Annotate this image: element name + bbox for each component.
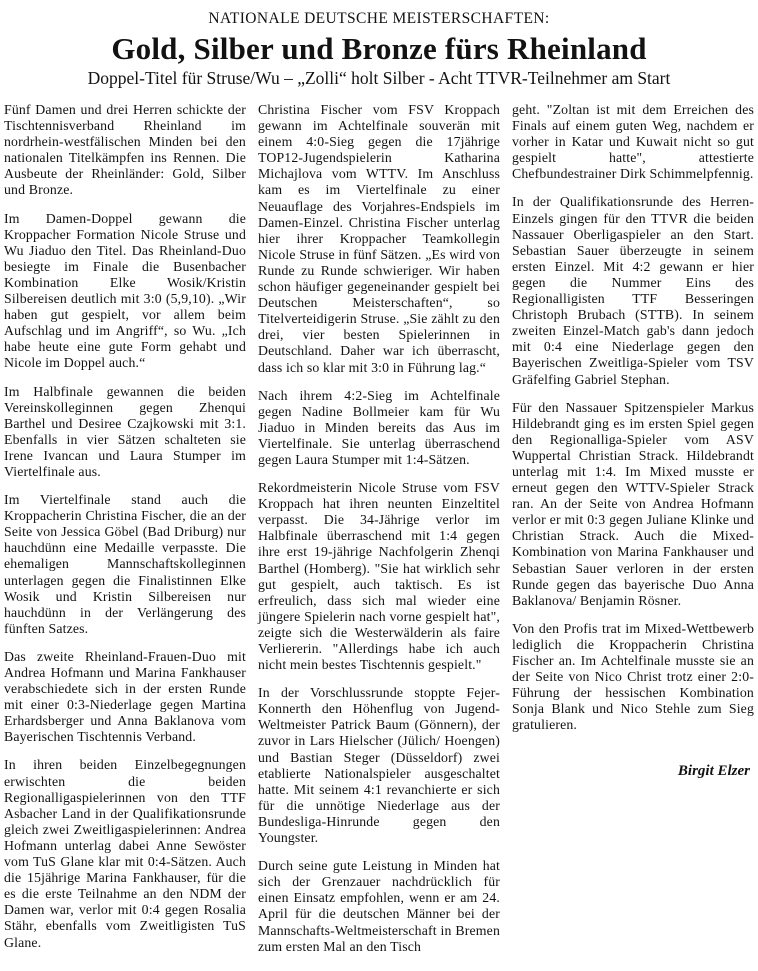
article-header: [4, 10, 754, 89]
paragraph: Im Viertelfinale stand auch die Kroppacherin Christina Fischer, die an der Seite von Jessica Göbel (Bad Driburg) nur hauchdünn eine Medaille verpasste. Die ehemaligen Mannschaftskolleginnen unterlagen gegen die Finalistinnen Elke Wosik und Kristin Silbereisen nur hauchdünn in der Verlängerung des fünften Satzes.: [4, 492, 246, 636]
paragraph: Durch seine gute Leistung in Minden hat sich der Grenzauer nachdrücklich für einen Einsatz empfohlen, wenn er am 24. April für die deutschen Männer bei der Mannschafts-Weltmeisterschaft in Bremen zum ersten Mal an den Tisch: [258, 858, 500, 954]
paragraph: In der Vorschlussrunde stoppte Fejer-Konnerth den Höhenflug von Jugend-Weltmeister Patrick Baum (Gönnern), der zuvor in Lars Hielscher (Jülich/ Hoengen) und Bastian Steger (Düsseldorf) zwei etablierte Nationalspieler ausgeschaltet hatte. Mit seinem 4:1 revanchierte er sich für die unnötige Niederlage aus der Bundesliga-Hinrunde gegen den Youngster.: [258, 685, 500, 846]
paragraph: Fünf Damen und drei Herren schickte der Tischtennisverband Rheinland im nordrhein-westfälischen Minden bei den nationalen Titelkämpfen ins Rennen. Die Ausbeute der Rheinländer: Gold, Silber und Bronze.: [4, 102, 246, 198]
article-subtitle: Doppel-Titel für Struse/Wu – „Zolli“ holt Silber - Acht TTVR-Teilnehmer am Start: [87, 68, 671, 88]
paragraph: geht. "Zoltan ist mit dem Erreichen des Finals auf einem guten Weg, nachdem er vorher in Katar und Kuwait nicht so gut gespielt hatte", attestierte Chefbundestrainer Dirk Schimmelpfennig.: [512, 102, 754, 182]
paragraph: In der Qualifikationsrunde des Herren-Einzels gingen für den TTVR die beiden Nassauer Oberligaspieler an den Start. Sebastian Sauer überzeugte in seinem ersten Einzel. Mit 4:2 gewann er hier gegen die Nummer Eins des Regionalligisten TTF Besseringen Christoph Brubach (STTB). In seinem zweiten Einzel-Match gab's dann jedoch mit 0:4 eine Niederlage gegen den Bayerischen Zweitliga-Spieler vom TSV Gräfelfing Gabriel Stephan.: [512, 194, 754, 387]
paragraph: Christina Fischer vom FSV Kroppach gewann im Achtelfinale souverän mit einem 4:0-Sieg gegen die 17jährige TOP12-Jugendspielerin Katharina Michajlova vom WTTV. Im Anschluss kam es im Viertelfinale zu einer Neuauflage des Vorjahres-Endspiels im Damen-Einzel. Christina Fischer unterlag hier ihrer Kroppacher Teamkollegin Nicole Struse in fünf Sätzen. „Es wird von Runde zu Runde schwieriger. Wir haben schon häufiger gegeneinander gespielt bei Deutschen Meisterschaften“, so Titelverteidigerin Struse. „Sie zählt zu den drei, vier besten Spielerinnen in Deutschland. Daher war ich überrascht, dass ich so klar mit 3:0 in Führung lag.“: [258, 102, 500, 375]
paragraph: Im Damen-Doppel gewann die Kroppacher Formation Nicole Struse und Wu Jiaduo den Titel. Das Rheinland-Duo besiegte im Finale die Busenbacher Kombination Elke Wosik/Kristin Silbereisen deutlich mit 3:0 (5,9,10). „Wir haben gut gespielt, vor allem beim Aufschlag und im Angriff“, so Wu. „Ich habe heute eine gute Form gehabt und Nicole im Doppel auch.“: [4, 210, 246, 371]
paragraph: Rekordmeisterin Nicole Struse vom FSV Kroppach hat ihren neunten Einzeltitel verpasst. Die 34-Jährige verlor im Halbfinale überraschend mit 1:4 gegen ihre erst 19-jährige Nachfolgerin Zhenqi Barthel (Homberg). "Sie hat wirklich sehr gut gespielt, auch taktisch. Es ist erfreulich, dass sich mal wieder eine jüngere Spielerin nach vorne gespielt hat", zeigte sich die Westerwälderin als faire Verliererin. "Allerdings habe ich auch nicht mein bestes Tischtennis gespielt.": [258, 480, 500, 673]
paragraph: Für den Nassauer Spitzenspieler Markus Hildebrandt ging es im ersten Spiel gegen den Regionalliga-Spieler vom ASV Wuppertal Christian Strack. Hildebrandt unterlag mit 1:4. Im Mixed musste er erneut gegen den WTTV-Spieler Strack ran. An der Seite von Andrea Hofmann verlor er mit 0:3 gegen Juliane Klinke und Christian Strack. Auch die Mixed-Kombination von Marina Fankhauser und Sebastian Sauer verloren in der ersten Runde gegen das bayerische Duo Anna Baklanova/ Benjamin Rösner.: [512, 399, 754, 608]
paragraph: In ihren beiden Einzelbegegnungen erwischten die beiden Regionalligaspielerinnen von den TTF Asbacher Land in der Qualifikationsrunde gleich zwei Zweitligaspielerinnen: Andrea Hofmann unterlag dabei Anne Sewöster vom TuS Glane klar mit 0:4-Sätzen. Auch die 15jährige Marina Fankhauser, für die es die erste Teilnahme an den NDM der Damen war, verlor mit 0:4 gegen Rosalia Stähr, ebenfalls vom Zweitligisten TuS Glane.: [4, 757, 246, 950]
byline: Birgit Elzer: [677, 763, 750, 780]
text-column-3: [512, 102, 754, 967]
paragraph: Von den Profis trat im Mixed-Wettbewerb lediglich die Kroppacherin Christina Fischer an. Im Achtelfinale musste sie an der Seite von Nico Christ trotz einer 2:0-Führung der hessischen Kombination Sonja Blank und Nico Stehle zum Sieg gratulieren.: [512, 620, 754, 733]
article-kicker: NATIONALE DEUTSCHE MEISTERSCHAFTEN:: [208, 10, 550, 27]
article-body: [4, 102, 754, 967]
article-title: Gold, Silber und Bronze fürs Rheinland: [111, 31, 647, 66]
paragraph: Im Halbfinale gewannen die beiden Vereinskolleginnen gegen Zhenqui Barthel und Desiree Czajkowski mit 3:1. Ebenfalls in vier Sätzen schalteten sie Irene Ivancan und Laura Stumper im Viertelfinale aus.: [4, 383, 246, 479]
paragraph: Nach ihrem 4:2-Sieg im Achtelfinale gegen Nadine Bollmeier kam für Wu Jiaduo in Minden bereits das Aus im Viertelfinale. Sie unterlag überraschend gegen Laura Stumper mit 1:4-Sätzen.: [258, 387, 500, 467]
paragraph: Das zweite Rheinland-Frauen-Duo mit Andrea Hofmann und Marina Fankhauser verabschiedete sich in der ersten Runde mit einer 0:3-Niederlage gegen Martina Erhardsberger und Anna Baklanova vom Bayerischen Tischtennis Verband.: [4, 648, 246, 745]
text-column-1: [4, 102, 246, 967]
text-column-2: [258, 102, 500, 967]
